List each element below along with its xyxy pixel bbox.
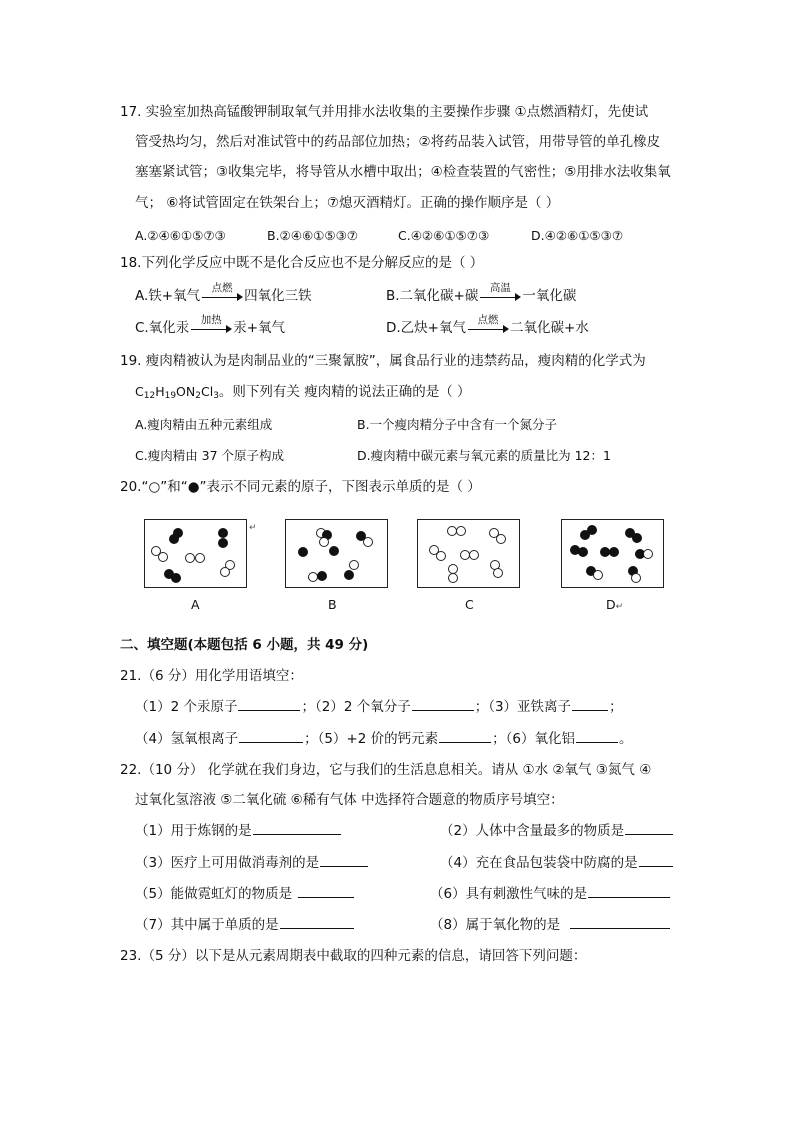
white-atom-icon — [319, 537, 329, 547]
black-atom-icon — [632, 533, 642, 543]
white-atom-icon — [195, 553, 205, 563]
formula-on: ON — [176, 384, 196, 399]
black-atom-icon — [218, 528, 228, 538]
formula-c: C — [135, 384, 144, 399]
q21-semicolon: ； — [609, 699, 623, 715]
q17-line-3: 塞塞紧试管；③收集完毕，将导管从水槽中取出；④检查装置的气密性；⑤用排水法收集氧 — [135, 164, 671, 180]
q22-item-1 — [135, 821, 342, 840]
q20-diagram-d[interactable] — [561, 519, 664, 588]
reaction-condition: 点燃 — [211, 282, 233, 294]
black-atom-icon — [578, 547, 588, 557]
q22-line-2: 过氧化氢溶液 ⑤二氧化硫 ⑥稀有气体 中选择符合题意的物质序号填空： — [135, 792, 564, 808]
q22-item-7-text: （7）其中属于单质的是 — [135, 917, 279, 933]
white-atom-icon — [220, 567, 230, 577]
return-mark: ↵ — [615, 602, 624, 612]
q21-item-3: ；（3）亚铁离子 — [474, 699, 572, 715]
answer-blank[interactable] — [576, 729, 618, 743]
q20-label-d — [606, 597, 623, 612]
formula-cl: Cl — [200, 384, 214, 399]
q17-option-c[interactable]: C.④②⑥①⑤⑦③ — [398, 228, 490, 243]
black-atom-icon — [169, 534, 179, 544]
q18-option-d[interactable] — [386, 314, 589, 337]
q18-b-products: 一氧化碳 — [522, 288, 577, 304]
q23-stem: 23.（5 分）以下是从元素周期表中截取的四种元素的信息，请回答下列问题： — [120, 948, 587, 964]
black-atom-icon — [344, 570, 354, 580]
white-atom-icon — [631, 573, 641, 583]
q21-item-5: ；（5）+2 价的钙元素 — [304, 731, 439, 747]
q17-line-1: 17. 实验室加热高锰酸钾制取氧气并用排水法收集的主要操作步骤 ①点燃酒精灯，先使试 — [120, 104, 649, 120]
white-atom-icon — [493, 568, 503, 578]
q18-option-b[interactable] — [386, 282, 577, 305]
q18-stem: 18.下列化学反应中既不是化合反应也不是分解反应的是（ ） — [120, 255, 484, 271]
q22-line-1: 22.（10 分） 化学就在我们身边，它与我们的生活息息相关。请从 ①水 ②氧气 ③氮气 ④ — [120, 762, 652, 778]
q21-item-6: ；（6）氧化铝 — [492, 731, 575, 747]
black-atom-icon — [171, 573, 181, 583]
q22-item-8 — [430, 915, 671, 934]
reaction-arrow-icon — [479, 282, 521, 304]
q18-a-products: 四氧化三铁 — [244, 288, 312, 304]
white-atom-icon — [593, 570, 603, 580]
q19-option-c[interactable]: C.瘦肉精由 37 个原子构成 — [135, 448, 285, 463]
q20-diagram-b[interactable] — [285, 519, 388, 588]
q19-line-2 — [135, 383, 471, 405]
q20-stem: 20.“○”和“●”表示不同元素的原子，下图表示单质的是（ ） — [120, 479, 481, 495]
q22-item-5-text: （5）能做霓虹灯的物质是 — [135, 886, 293, 902]
q22-item-3-text: （3）医疗上可用做消毒剂的是 — [135, 855, 320, 871]
answer-blank[interactable] — [238, 697, 300, 711]
formula-sub: 2 — [195, 391, 201, 401]
q20-label-d-text: D — [606, 597, 616, 612]
q17-line-2: 管受热均匀，然后对准试管中的药品部位加热；②将药品装入试管，用带导管的单孔橡皮 — [135, 134, 661, 150]
q22-item-5 — [135, 884, 355, 903]
q20-label-b: B — [328, 597, 337, 612]
q18-c-reactants: C.氧化汞 — [135, 320, 190, 336]
q21-stem: 21.（6 分）用化学用语填空： — [120, 668, 303, 684]
q22-item-3 — [135, 853, 369, 872]
q22-item-8-text: （8）属于氧化物的是 — [430, 917, 561, 933]
white-atom-icon — [349, 560, 359, 570]
answer-blank[interactable] — [412, 697, 474, 711]
formula-h: H — [155, 384, 165, 399]
q17-line-4: 气； ⑥将试管固定在铁架台上；⑦熄灭酒精灯。正确的操作顺序是（ ） — [135, 195, 560, 211]
black-atom-icon — [609, 547, 619, 557]
reaction-condition: 高温 — [489, 282, 511, 294]
answer-blank[interactable] — [320, 853, 368, 867]
q17-option-b[interactable]: B.②④⑥①⑤③⑦ — [267, 228, 358, 243]
black-atom-icon — [317, 571, 327, 581]
q22-item-4-text: （4）充在食品包装袋中防腐的是 — [440, 855, 638, 871]
black-atom-icon — [329, 546, 339, 556]
formula-sub: 19 — [164, 391, 177, 401]
answer-blank[interactable] — [280, 915, 354, 929]
answer-blank[interactable] — [639, 853, 673, 867]
white-atom-icon — [363, 537, 373, 547]
q17-option-a[interactable]: A.②④⑥①⑤⑦③ — [135, 228, 226, 243]
q22-item-6-text: （6）具有刺激性气味的是 — [430, 886, 588, 902]
q18-d-reactants: D.乙炔+氧气 — [386, 320, 466, 336]
q19-line-1: 19. 瘦肉精被认为是肉制品业的“三聚氰胺”，属食品行业的违禁药品，瘦肉精的化学式为 — [120, 353, 646, 369]
answer-blank[interactable] — [570, 915, 670, 929]
reaction-arrow-icon — [190, 314, 232, 336]
reaction-condition: 点燃 — [477, 314, 499, 326]
q18-a-reactants: A.铁+氧气 — [135, 288, 201, 304]
q21-end: 。 — [618, 731, 633, 747]
q22-item-7 — [135, 915, 355, 934]
q20-diagram-c[interactable] — [417, 519, 520, 588]
answer-blank[interactable] — [588, 884, 670, 898]
white-atom-icon — [643, 549, 653, 559]
q17-option-d[interactable]: D.④②⑥①⑤③⑦ — [531, 228, 624, 243]
reaction-condition: 加热 — [200, 314, 222, 326]
q18-option-c[interactable] — [135, 314, 286, 337]
q19-option-a[interactable]: A.瘦肉精由五种元素组成 — [135, 417, 273, 432]
q19-line-2-rest: 。则下列有关 瘦肉精的说法正确的是（ ） — [218, 384, 471, 400]
q19-option-b[interactable]: B.一个瘦肉精分子中含有一个氮分子 — [357, 417, 558, 432]
q19-option-d[interactable]: D.瘦肉精中碳元素与氧元素的质量比为 12：1 — [357, 448, 611, 463]
q22-item-6 — [430, 884, 671, 903]
q21-item-1: （1）2 个汞原子 — [135, 699, 238, 715]
black-atom-icon — [587, 525, 597, 535]
answer-blank[interactable] — [439, 729, 491, 743]
q22-item-2-text: （2）人体中含量最多的物质是 — [440, 823, 625, 839]
q22-item-4 — [440, 853, 674, 872]
q21-item-2: ；（2）2 个氧分子 — [301, 699, 411, 715]
answer-blank[interactable] — [253, 821, 341, 835]
q21-row-1 — [135, 697, 623, 716]
q18-option-a[interactable] — [135, 282, 312, 305]
white-atom-icon — [436, 551, 446, 561]
reaction-arrow-icon — [201, 282, 243, 304]
formula-sub: 3 — [213, 391, 219, 401]
white-atom-icon — [496, 534, 506, 544]
answer-blank[interactable] — [239, 729, 303, 743]
black-atom-icon — [218, 538, 228, 548]
q22-item-2 — [440, 821, 674, 840]
white-atom-icon — [158, 552, 168, 562]
q20-label-a: A — [191, 597, 200, 612]
formula-sub: 12 — [143, 391, 156, 401]
q21-item-4: （4）氢氧根离子 — [135, 731, 239, 747]
reaction-arrow-icon — [467, 314, 509, 336]
black-atom-icon — [298, 547, 308, 557]
white-atom-icon — [456, 526, 466, 536]
q20-label-c: C — [465, 597, 474, 612]
answer-blank[interactable] — [625, 821, 673, 835]
white-atom-icon — [469, 550, 479, 560]
answer-blank[interactable] — [572, 697, 608, 711]
q18-c-products: 汞+氧气 — [233, 320, 286, 336]
q21-row-2 — [135, 729, 632, 748]
q18-d-products: 二氧化碳+水 — [510, 320, 589, 336]
white-atom-icon — [185, 553, 195, 563]
q18-b-reactants: B.二氧化碳+碳 — [386, 288, 479, 304]
white-atom-icon — [448, 573, 458, 583]
q20-diagram-a[interactable] — [144, 519, 247, 588]
answer-blank[interactable] — [298, 884, 354, 898]
section-2-title: 二、填空题(本题包括 6 小题，共 49 分) — [120, 637, 369, 653]
return-mark: ↵ — [249, 523, 257, 533]
q22-item-1-text: （1）用于炼钢的是 — [135, 823, 252, 839]
